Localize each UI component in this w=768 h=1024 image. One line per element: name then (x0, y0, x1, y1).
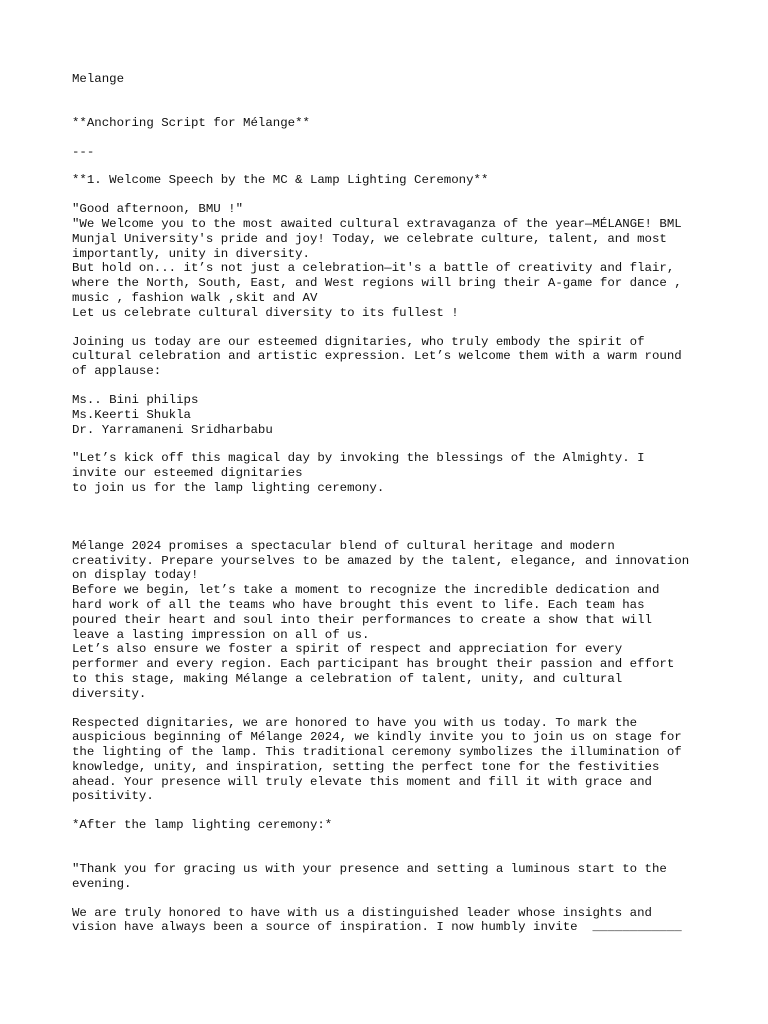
spacer (72, 159, 702, 173)
spacer (72, 379, 702, 393)
melange-2024-paragraph: Mélange 2024 promises a spectacular blend of cultural heritage and modern creativity. Prepare yourselves to be amazed by the talent, elegance, and innovation on display today! Before we begin, let’s take a moment to recognize the incredible dedication and hard work of all the teams who have brought this event to life. Each team has poured their heart and soul into their performances to create a show that will leave a lasting impression on all of us. Let’s also ensure we foster a spirit of respect and appreciation for every performer and every region. Each participant has brought their passion and effort to this stage, making Mélange a celebration of talent, unity, and cultural diversity. (72, 538, 690, 701)
respected-dignitaries-paragraph: Respected dignitaries, we are honored to have you with us today. To mark the auspicious beginning of Mélange 2024, we kindly invite you to join us on stage for the lighting of the lamp. This traditional ceremony symbolizes the illumination of knowledge, unity, and inspiration, setting the perfect tone for the festivities ahead. Your presence will truly elevate this moment and fill it with grace and positivity. (72, 715, 682, 804)
spacer (72, 833, 702, 862)
welcome-paragraph: "Good afternoon, BMU !" "We Welcome you to the most awaited cultural extravaganza of the year—MÉLANGE! BML Munjal University's pride and joy! Today, we celebrate culture, talent, and most importantly, unity in diversity. But hold on... it’s not just a celebration—it's a battle of creativity and flair, where the North, South, East, and West regions will bring their A-game for dance , music , fashion walk ,skit and AV Let us celebrate cultural diversity to its fullest ! (72, 202, 682, 320)
spacer (72, 131, 702, 145)
separator: --- (72, 144, 95, 159)
dignitaries-list: Ms.. Bini philips Ms.Keerti Shukla Dr. Yarramaneni Sridharbabu (72, 392, 273, 437)
script-title: **Anchoring Script for Mélange** (72, 115, 310, 130)
spacer (72, 188, 702, 202)
spacer (72, 892, 702, 906)
document-body (72, 72, 702, 935)
spacer (72, 702, 702, 716)
thank-you-paragraph: "Thank you for gracing us with your presence and setting a luminous start to the evening. (72, 862, 667, 891)
spacer (72, 804, 702, 818)
after-lamp-note: *After the lamp lighting ceremony:* (72, 818, 333, 833)
joining-paragraph: Joining us today are our esteemed dignitaries, who truly embody the spirit of cultural celebration and artistic expression. Let’s welcome them with a warm round of applause: (72, 334, 682, 379)
kickoff-paragraph: "Let’s kick off this magical day by invoking the blessings of the Almighty. I invite our esteemed dignitaries to join us for the lamp lighting ceremony. (72, 451, 645, 495)
spacer (72, 321, 702, 335)
spacer (72, 496, 702, 539)
spacer (72, 437, 702, 451)
section-heading: **1. Welcome Speech by the MC & Lamp Lighting Ceremony** (72, 173, 489, 188)
honored-paragraph: We are truly honored to have with us a distinguished leader whose insights and vision have always been a source of inspiration. I now humbly invite ____________ (72, 905, 682, 935)
spacer (72, 87, 702, 116)
document-header: Melange (72, 72, 125, 86)
